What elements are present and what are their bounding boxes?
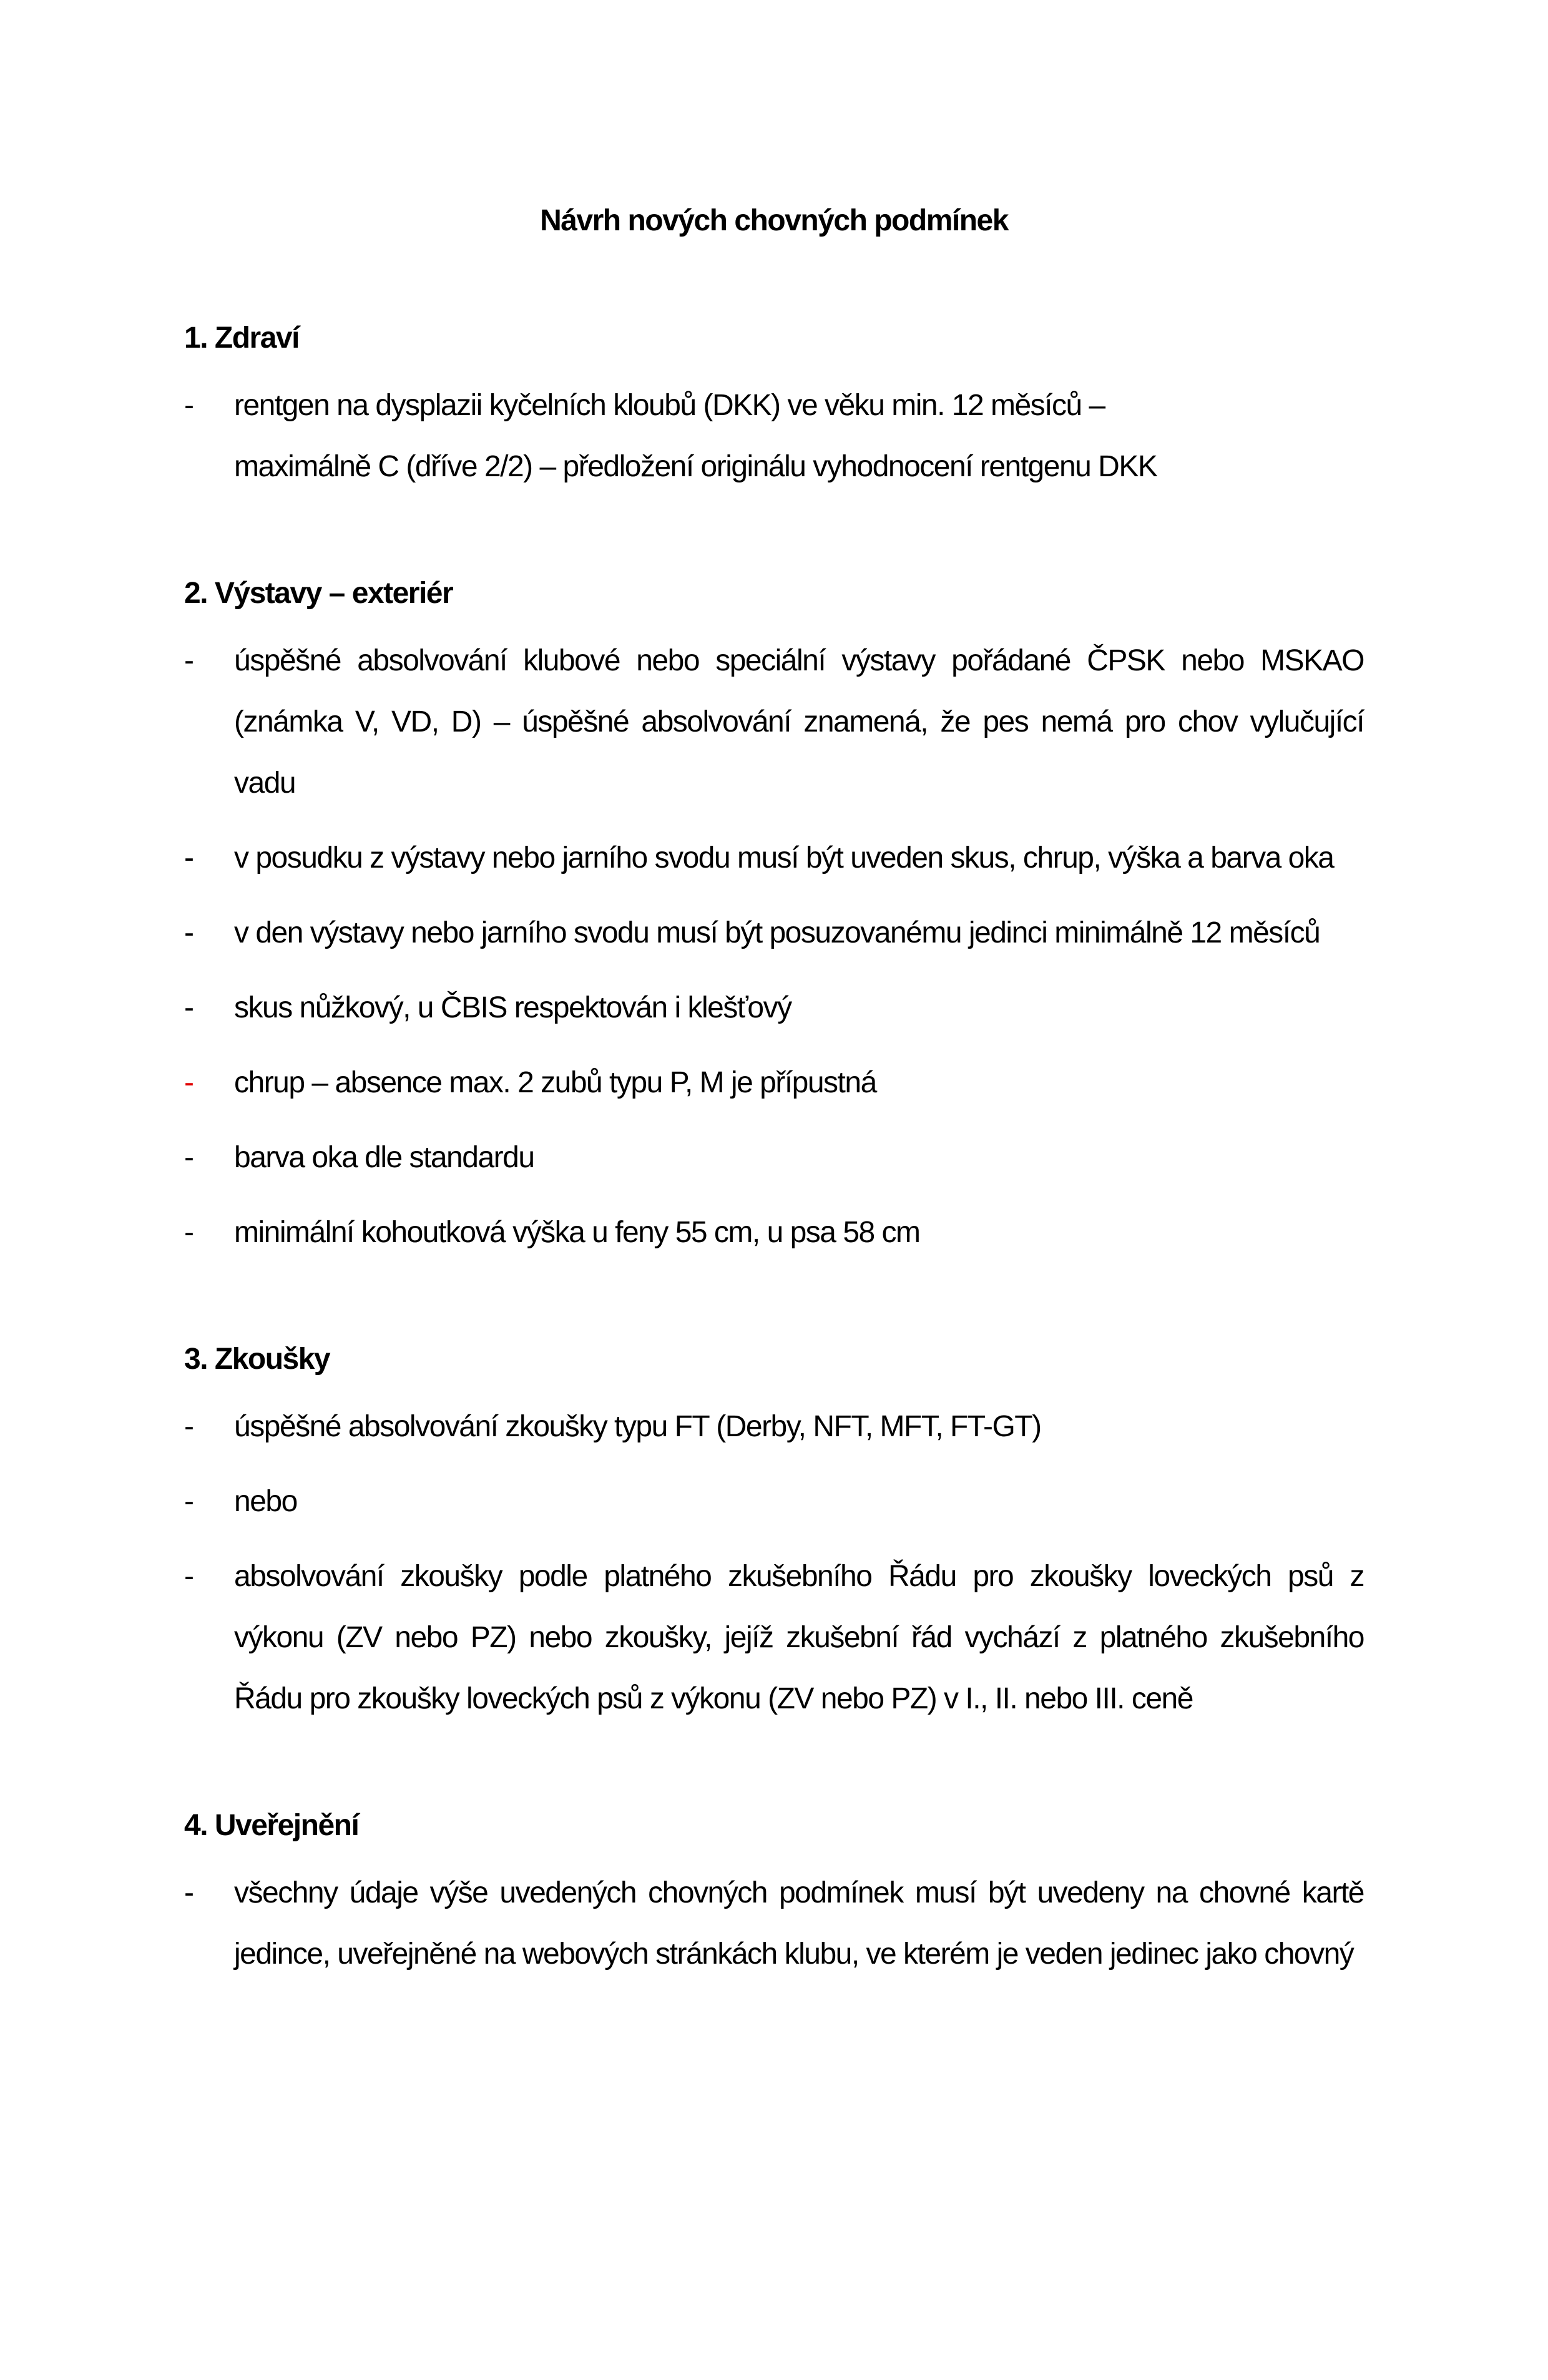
section-zdravi bbox=[184, 308, 1364, 497]
bullet-item bbox=[184, 1127, 1364, 1188]
bullet-text: minimální kohoutková výška u feny 55 cm, u psa 58 cm bbox=[234, 1216, 920, 1249]
document-title: Návrh nových chovných podmínek bbox=[540, 204, 1008, 237]
bullet-item bbox=[184, 1052, 1364, 1114]
bullet-dash-icon: - bbox=[184, 916, 194, 949]
bullet-dash-icon: - bbox=[184, 644, 194, 677]
bullet-text: všechny údaje výše uvedených chovných podmínek musí být uvedeny na chovné kartě jedince, uveřejněné na webových stránkách klubu, ve kterém je veden jedinec jako chovný bbox=[234, 1876, 1364, 1971]
section-vystavy-exterier bbox=[184, 563, 1364, 1263]
bullet-text: absolvování zkoušky podle platného zkušebního Řádu pro zkoušky loveckých psů z výkonu (ZV nebo PZ) nebo zkoušky, jejíž zkušební řád vychází z platného zkušebního Řádu pro zkoušky loveckých psů z výkonu (ZV nebo PZ) v I., II. nebo III. ceně bbox=[234, 1560, 1364, 1715]
bullet-dash-icon: - bbox=[184, 389, 194, 422]
bullet-text bbox=[234, 375, 1364, 497]
bullet-dash-icon: - bbox=[184, 1876, 194, 1909]
bullet-item bbox=[184, 630, 1364, 814]
bullet-text: úspěšné absolvování klubové nebo speciální výstavy pořádané ČPSK nebo MSKAO (známka V, VD, D) – úspěšné absolvování znamená, že pes nemá pro chov vylučující vadu bbox=[234, 644, 1364, 800]
bullet-item bbox=[184, 903, 1364, 964]
bullet-item bbox=[184, 1202, 1364, 1263]
section-heading-uverejneni: 4. Uveřejnění bbox=[184, 1809, 359, 1842]
bullet-dash-icon: - bbox=[184, 841, 194, 874]
bullet-text-line: maximálně C (dříve 2/2) – předložení originálu vyhodnocení rentgenu DKK bbox=[234, 450, 1157, 483]
document-page bbox=[0, 190, 1548, 2380]
bullet-text: v posudku z výstavy nebo jarního svodu musí být uveden skus, chrup, výška a barva oka bbox=[234, 841, 1334, 874]
section-heading-zdravi: 1. Zdraví bbox=[184, 321, 299, 355]
bullet-text: úspěšné absolvování zkoušky typu FT (Derby, NFT, MFT, FT-GT) bbox=[234, 1410, 1041, 1443]
section-uverejneni bbox=[184, 1795, 1364, 1985]
bullet-text: v den výstavy nebo jarního svodu musí být posuzovanému jedinci minimálně 12 měsíců bbox=[234, 916, 1320, 949]
bullet-item bbox=[184, 1471, 1364, 1532]
bullet-item bbox=[184, 1396, 1364, 1457]
section-heading-zkousky: 3. Zkoušky bbox=[184, 1343, 330, 1376]
bullet-text: skus nůžkový, u ČBIS respektován i klešťový bbox=[234, 991, 791, 1024]
bullet-dash-icon-red: - bbox=[184, 1066, 194, 1099]
bullet-text: nebo bbox=[234, 1485, 297, 1518]
bullet-dash-icon: - bbox=[184, 1485, 194, 1518]
bullet-dash-icon: - bbox=[184, 1141, 194, 1174]
bullet-item bbox=[184, 1546, 1364, 1730]
bullet-item bbox=[184, 375, 1364, 497]
bullet-text-line: rentgen na dysplazii kyčelních kloubů (DKK) ve věku min. 12 měsíců – bbox=[234, 389, 1105, 422]
bullet-item bbox=[184, 828, 1364, 889]
bullet-item bbox=[184, 1863, 1364, 1985]
bullet-text: chrup – absence max. 2 zubů typu P, M je přípustná bbox=[234, 1066, 876, 1099]
section-heading-vystavy: 2. Výstavy – exteriér bbox=[184, 577, 453, 610]
bullet-dash-icon: - bbox=[184, 991, 194, 1024]
bullet-dash-icon: - bbox=[184, 1560, 194, 1593]
bullet-dash-icon: - bbox=[184, 1216, 194, 1249]
bullet-dash-icon: - bbox=[184, 1410, 194, 1443]
section-zkousky bbox=[184, 1329, 1364, 1730]
bullet-item bbox=[184, 977, 1364, 1039]
bullet-text: barva oka dle standardu bbox=[234, 1141, 534, 1174]
